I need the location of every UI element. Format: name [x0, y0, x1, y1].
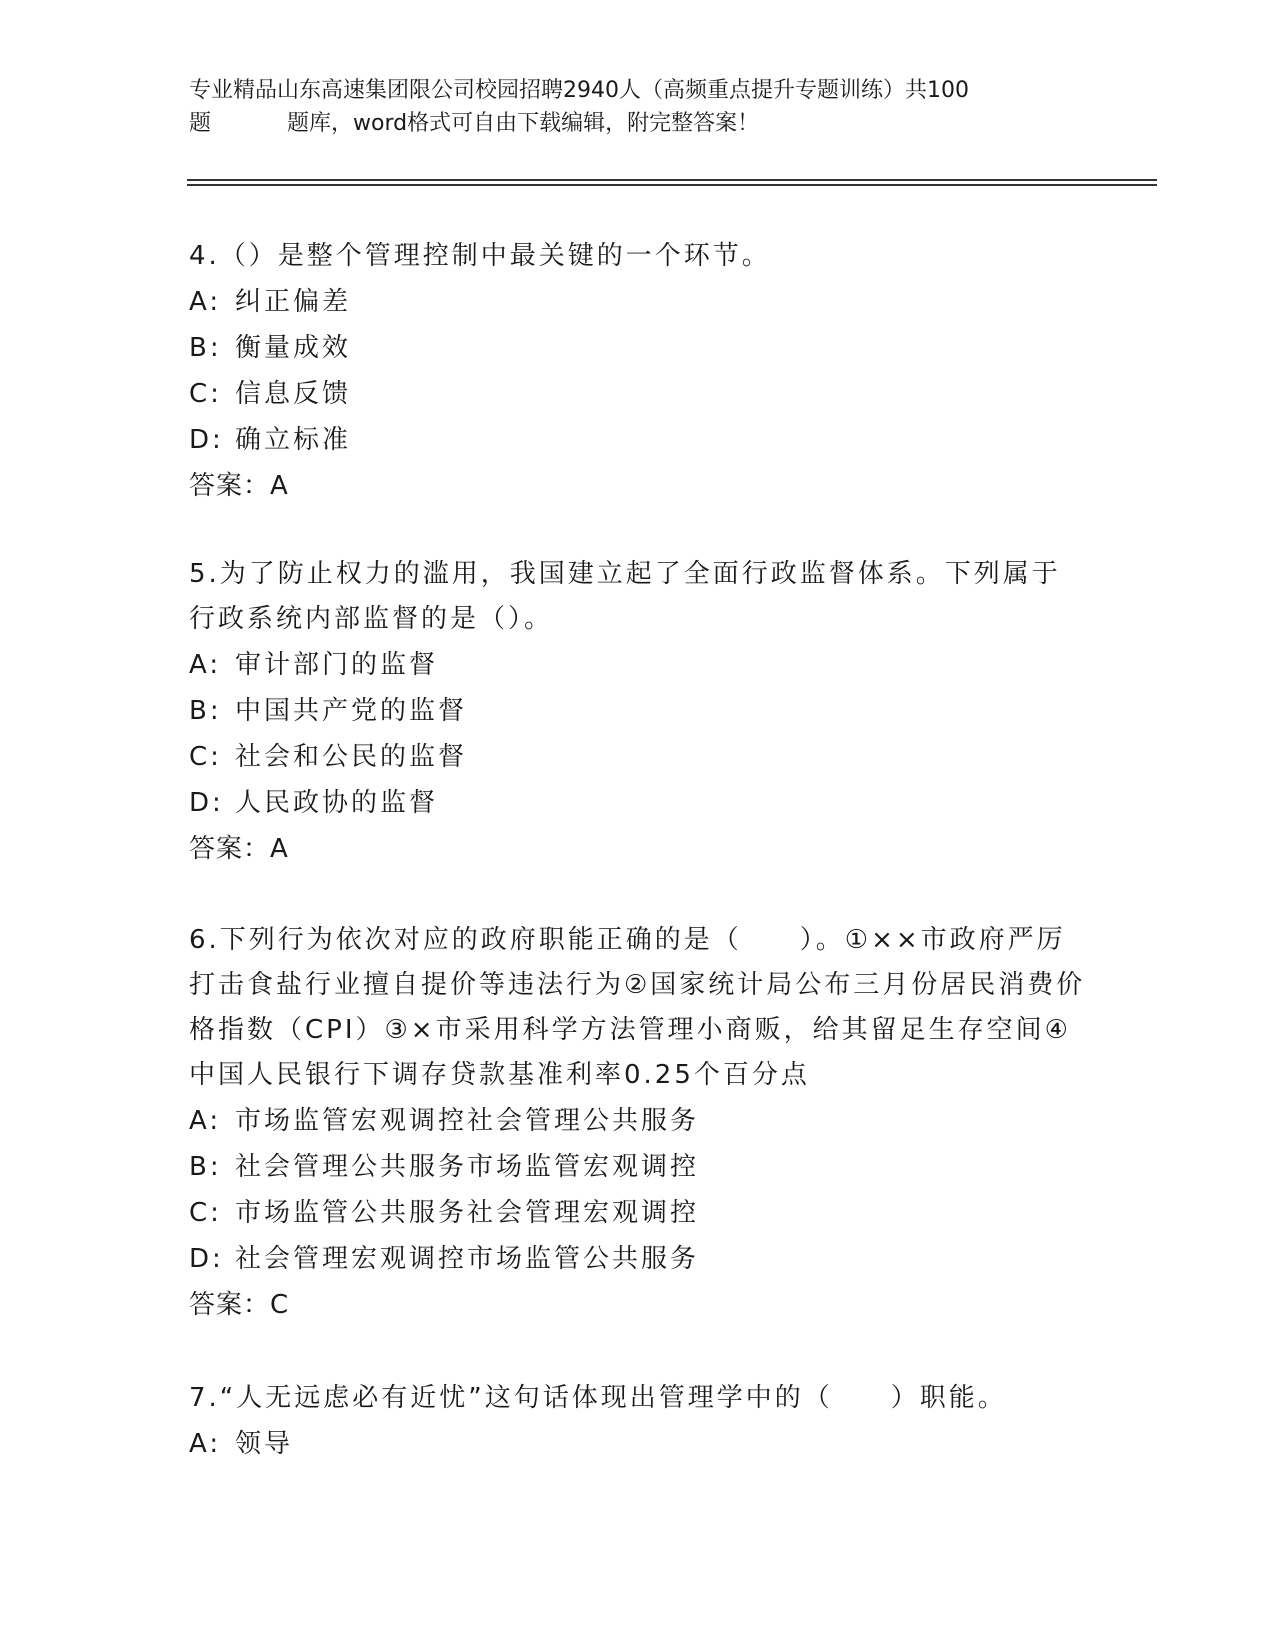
question-5	[189, 552, 1089, 872]
option-text: 信息反馈	[235, 379, 352, 409]
option-text: 中国共产党的监督	[235, 696, 468, 726]
option-text: 市场监管宏观调控社会管理公共服务	[235, 1106, 700, 1136]
option-text: 确立标准	[235, 425, 352, 455]
option-key: D:	[189, 425, 224, 455]
option-key: A:	[189, 1429, 222, 1459]
option-d	[189, 417, 1089, 463]
question-7	[189, 1376, 1089, 1467]
option-d	[189, 780, 1089, 826]
option-text: 人民政协的监督	[235, 788, 439, 818]
option-d	[189, 1236, 1089, 1282]
header-title-line2	[189, 107, 1069, 140]
option-a	[189, 642, 1089, 688]
header-line2-lead: 题	[189, 111, 212, 136]
option-a	[189, 279, 1089, 325]
option-text: 衡量成效	[235, 333, 352, 363]
option-key: C:	[189, 379, 222, 409]
option-key: B:	[189, 696, 222, 726]
option-text: 纠正偏差	[235, 287, 352, 317]
option-key: A:	[189, 287, 222, 317]
header-rule-top	[187, 179, 1157, 181]
option-text: 社会管理宏观调控市场监管公共服务	[235, 1244, 700, 1274]
answer-line: 答案：C	[189, 1290, 290, 1320]
option-text: 审计部门的监督	[235, 650, 439, 680]
option-key: C:	[189, 742, 222, 772]
option-c	[189, 1190, 1089, 1236]
header-rule-bottom	[187, 184, 1157, 186]
option-key: A:	[189, 1106, 222, 1136]
option-text: 市场监管公共服务社会管理宏观调控	[235, 1198, 700, 1228]
question-stem: 6.下列行为依次对应的政府职能正确的是（ ）。①××市政府严厉打击食盐行业擅自提价等违法行为②国家统计局公布三月份居民消费价格指数（CPI）③×市采用科学方法管理小商贩，给其留足生存空间④中国人民银行下调存贷款基准利率0.25个百分点	[189, 925, 1086, 1090]
question-stem: 7.“人无远虑必有近忧”这句话体现出管理学中的（ ）职能。	[189, 1383, 1007, 1413]
question-stem: 5.为了防止权力的滥用，我国建立起了全面行政监督体系。下列属于行政系统内部监督的是（）。	[189, 559, 1061, 634]
header-line2-rest: 题库，word格式可自由下载编辑，附完整答案！	[287, 111, 760, 136]
option-b	[189, 1144, 1089, 1190]
option-b	[189, 325, 1089, 371]
option-key: B:	[189, 333, 222, 363]
option-key: A:	[189, 650, 222, 680]
option-text: 社会和公民的监督	[235, 742, 468, 772]
option-b	[189, 688, 1089, 734]
answer-line: 答案：A	[189, 834, 289, 864]
document-header	[189, 74, 1069, 140]
option-key: D:	[189, 788, 224, 818]
option-key: D:	[189, 1244, 224, 1274]
option-a	[189, 1421, 1089, 1467]
option-a	[189, 1098, 1089, 1144]
option-c	[189, 371, 1089, 417]
option-text: 社会管理公共服务市场监管宏观调控	[235, 1152, 700, 1182]
question-4	[189, 234, 1089, 509]
option-key: B:	[189, 1152, 222, 1182]
answer-line: 答案：A	[189, 471, 289, 501]
question-6	[189, 918, 1089, 1328]
question-stem: 4.（）是整个管理控制中最关键的一个环节。	[189, 241, 771, 271]
option-c	[189, 734, 1089, 780]
option-text: 领导	[235, 1429, 294, 1459]
header-title-line1: 专业精品山东高速集团限公司校园招聘2940人（高频重点提升专题训练）共100	[189, 78, 969, 103]
option-key: C:	[189, 1198, 222, 1228]
